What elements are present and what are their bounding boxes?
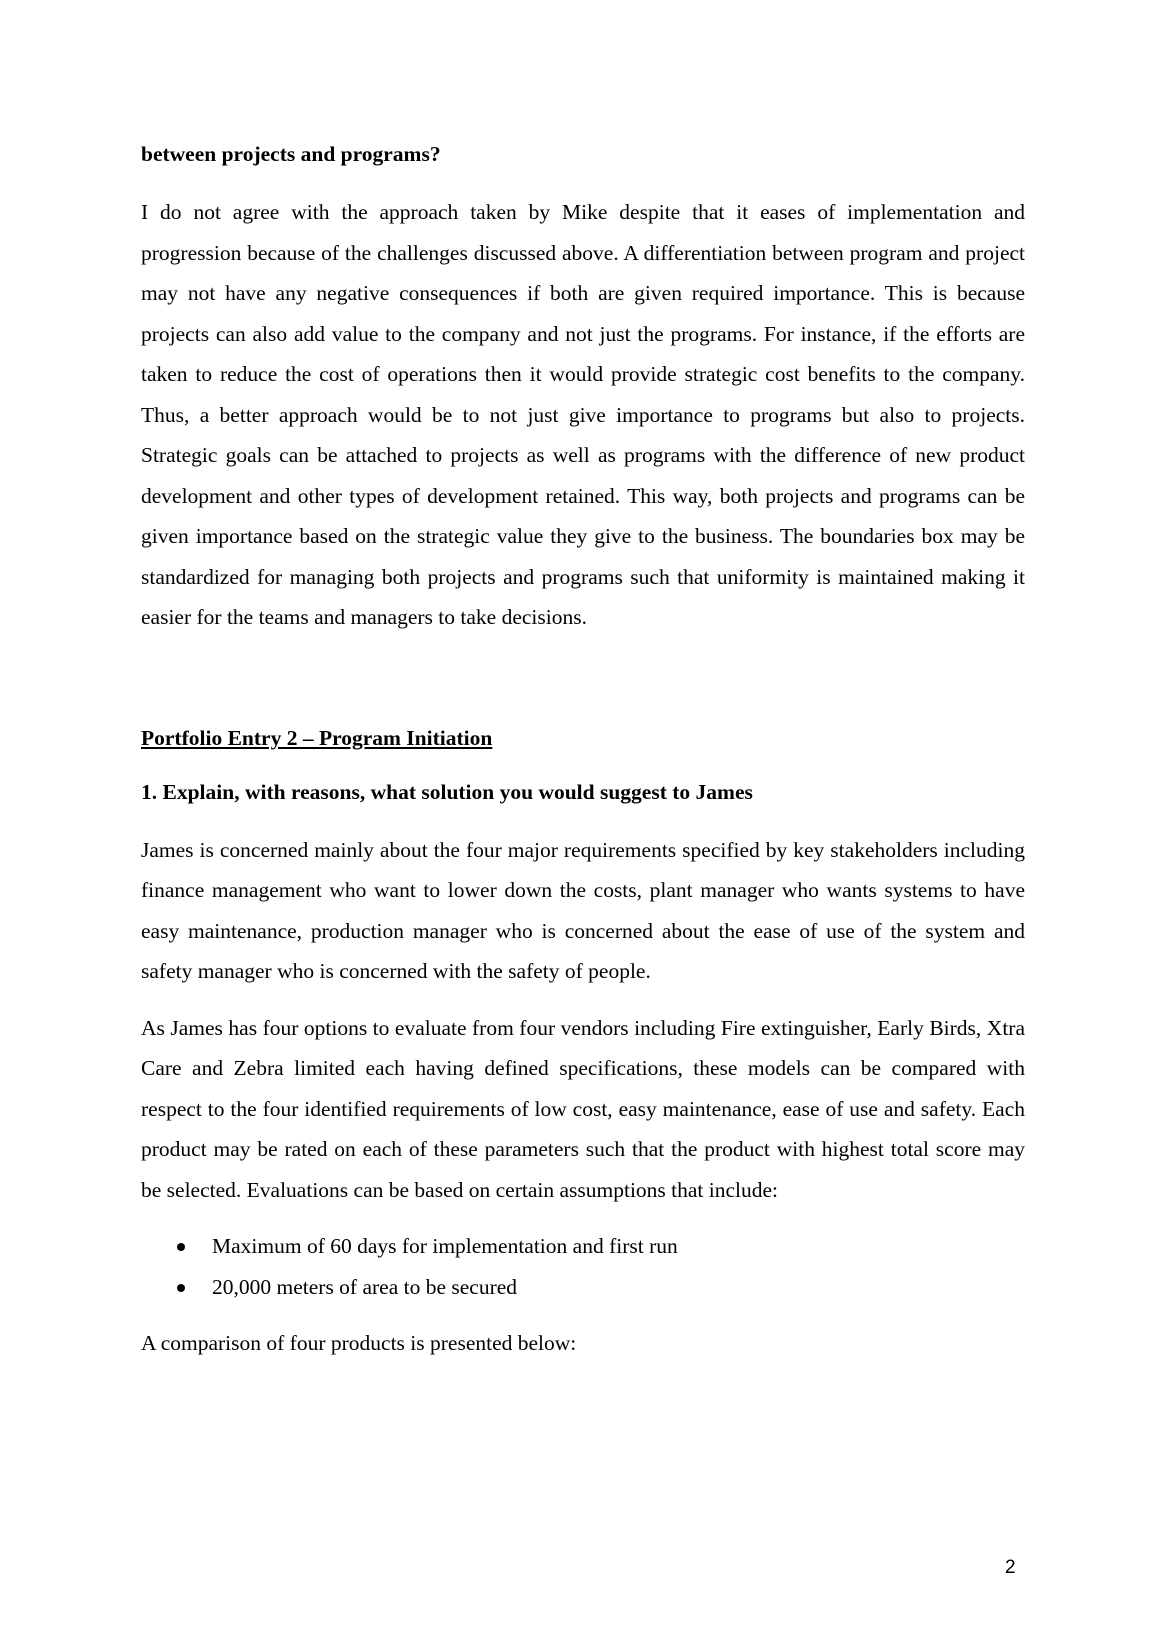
list-item-text: 20,000 meters of area to be secured xyxy=(212,1274,518,1299)
body-paragraph-2: As James has four options to evaluate from four vendors including Fire extinguisher, Early Birds, Xtra Care and Zebra limited each having defined specifications, these models can be compared with respect to the four identified requirements of low cost, easy maintenance, ease of use and safety. Each product may be rated on each of these parameters such that the product with highest total score may be selected. Evaluations can be based on certain assumptions that include: xyxy=(141,1015,1025,1202)
intro-paragraph: I do not agree with the approach taken by Mike despite that it eases of implementation and progression because of the challenges discussed above. A differentiation between program and project may not have any negative consequences if both are given required importance. This is because projects can also add value to the company and not just the programs. For instance, if the efforts are taken to reduce the cost of operations then it would provide strategic cost benefits to the company. Thus, a better approach would be to not just give importance to programs but also to projects. Strategic goals can be attached to projects as well as programs with the difference of new product development and other types of development retained. This way, both projects and programs can be given importance based on the strategic value they give to the business. The boundaries box may be standardized for managing both projects and programs such that uniformity is maintained making it easier for the teams and managers to take decisions. xyxy=(141,200,1025,629)
portfolio-entry-heading: Portfolio Entry 2 – Program Initiation xyxy=(141,725,493,750)
bullet-icon xyxy=(177,1243,185,1251)
continued-question-heading: between projects and programs? xyxy=(141,142,441,166)
list-item xyxy=(141,1226,1025,1267)
list-item-text: Maximum of 60 days for implementation and first run xyxy=(212,1234,678,1258)
body-paragraph-1: James is concerned mainly about the four major requirements specified by key stakeholders including finance management who want to lower down the costs, plant manager who wants systems to have easy maintenance, production manager who is concerned about the ease of use of the system and safety manager who is concerned with the safety of people. xyxy=(141,837,1025,983)
list-item xyxy=(141,1267,1025,1308)
closing-line: A comparison of four products is presented below: xyxy=(141,1331,577,1355)
bullet-icon xyxy=(177,1284,185,1292)
page-number: 2 xyxy=(1005,1557,1016,1578)
question-heading: 1. Explain, with reasons, what solution you would suggest to James xyxy=(141,779,753,804)
assumptions-list xyxy=(141,1226,1025,1307)
page-content xyxy=(141,138,1025,1380)
